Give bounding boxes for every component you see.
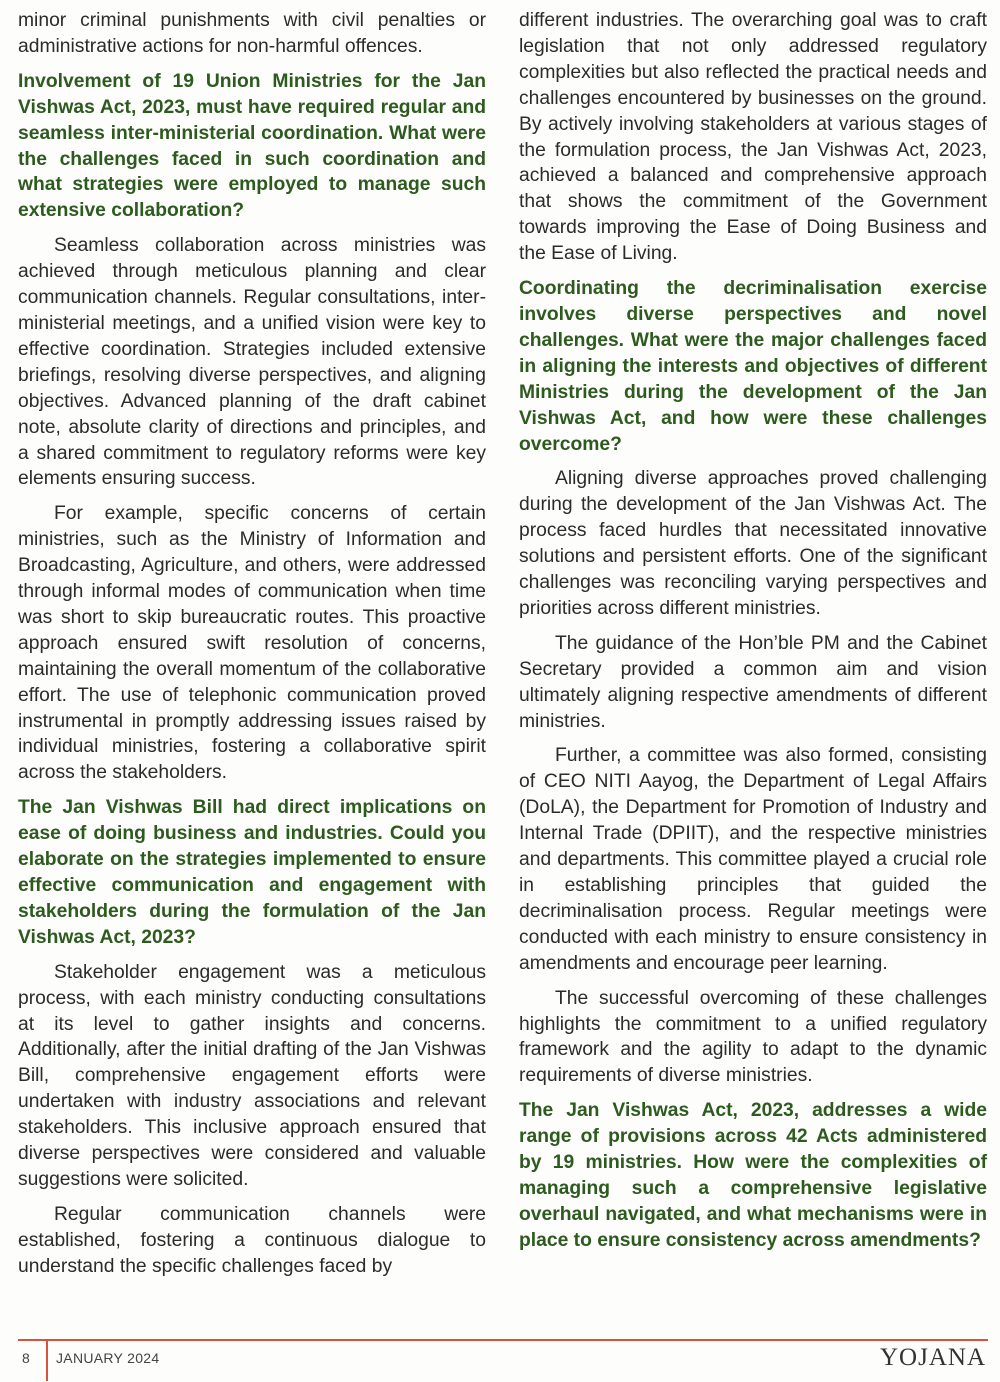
footer-divider [46,1341,48,1381]
left-column [18,8,486,1289]
magazine-logo: YOJANA [880,1344,986,1371]
body-paragraph: Stakeholder engagement was a meticulous process, with each ministry conducting consultations at its level to gather insights and concerns. Additionally, after the initial drafting of the Jan Vishwas Bill, comprehensive engagement efforts were undertaken with industry associations and relevant stakeholders. This inclusive approach ensured that diverse perspectives were considered and valuable suggestions were solicited. [18,961,486,1190]
footer-rule [18,1339,988,1341]
body-paragraph: Aligning diverse approaches proved challenging during the development of the Jan Vishwas Act. The process faced hurdles that necessitated innovative solutions and persistent efforts. One of the significant challenges was reconciling varying perspectives and priorities across different ministries. [519,468,987,619]
body-paragraph: minor criminal punishments with civil penalties or administrative actions for non-harmful offences. [18,10,486,57]
interview-question: Involvement of 19 Union Ministries for the Jan Vishwas Act, 2023, must have required regular and seamless inter-ministerial coordination. What were the challenges faced in such coordination and what strategies were employed to manage such extensive collaboration? [18,70,486,222]
interview-question: The Jan Vishwas Bill had direct implications on ease of doing business and industries. Could you elaborate on the strategies implemented to ensure effective communication and engagement with stakeholders during the formulation of the Jan Vishwas Act, 2023? [18,797,486,948]
body-paragraph: Regular communication channels were established, fostering a continuous dialogue to understand the specific challenges faced by [18,1203,486,1277]
page-number: 8 [22,1350,30,1366]
body-paragraph: Seamless collaboration across ministries was achieved through meticulous planning and clear communication channels. Regular consultations, inter-ministerial meetings, and a unified vision were key to effective coordination. Strategies included extensive briefings, resolving diverse perspectives, and aligning objectives. Advanced planning of the draft cabinet note, absolute clarity of directions and principles, and a shared commitment to regulatory reforms were key elements ensuring success. [18,235,486,490]
right-column [519,8,987,1263]
body-paragraph: different industries. The overarching goal was to craft legislation that not only addressed regulatory complexities but also reflected the practical needs and challenges encountered by businesses on the ground. By actively involving stakeholders at various stages of the formulation process, the Jan Vishwas Act, 2023, achieved a balanced and comprehensive approach that shows the commitment of the Government towards improving the Ease of Doing Business and the Ease of Living. [519,10,987,265]
interview-question: The Jan Vishwas Act, 2023, addresses a wide range of provisions across 42 Acts administered by 19 ministries. How were the complexities of managing such a comprehensive legislative overhaul navigated, and what mechanisms were in place to ensure consistency across amendments? [519,1100,987,1251]
interview-question: Coordinating the decriminalisation exercise involves diverse perspectives and novel challenges. What were the major challenges faced in aligning the interests and objectives of different Ministries during the development of the Jan Vishwas Act, and how were these challenges overcome? [519,278,987,455]
body-paragraph: The guidance of the Hon’ble PM and the Cabinet Secretary provided a common aim and vision ultimately aligning respective amendments of different ministries. [519,632,987,732]
issue-date: JANUARY 2024 [56,1350,160,1366]
body-paragraph: The successful overcoming of these challenges highlights the commitment to a unified regulatory framework and the agility to adapt to the dynamic requirements of diverse ministries. [519,987,987,1087]
body-paragraph: Further, a committee was also formed, consisting of CEO NITI Aayog, the Department of Legal Affairs (DoLA), the Department for Promotion of Industry and Internal Trade (DPIIT), and the respective ministries and departments. This committee played a crucial role in establishing principles that guided the decriminalisation process. Regular meetings were conducted with each ministry to ensure consistency in amendments and encourage peer learning. [519,745,987,974]
body-paragraph: For example, specific concerns of certain ministries, such as the Ministry of Information and Broadcasting, Agriculture, and others, were addressed through informal modes of communication when time was short to skip bureaucratic routes. This proactive approach ensured swift resolution of concerns, maintaining the overall momentum of the collaborative effort. The use of telephonic communication proved instrumental in promptly addressing issues raised by individual ministries, fostering a collaborative spirit across the stakeholders. [18,503,486,784]
